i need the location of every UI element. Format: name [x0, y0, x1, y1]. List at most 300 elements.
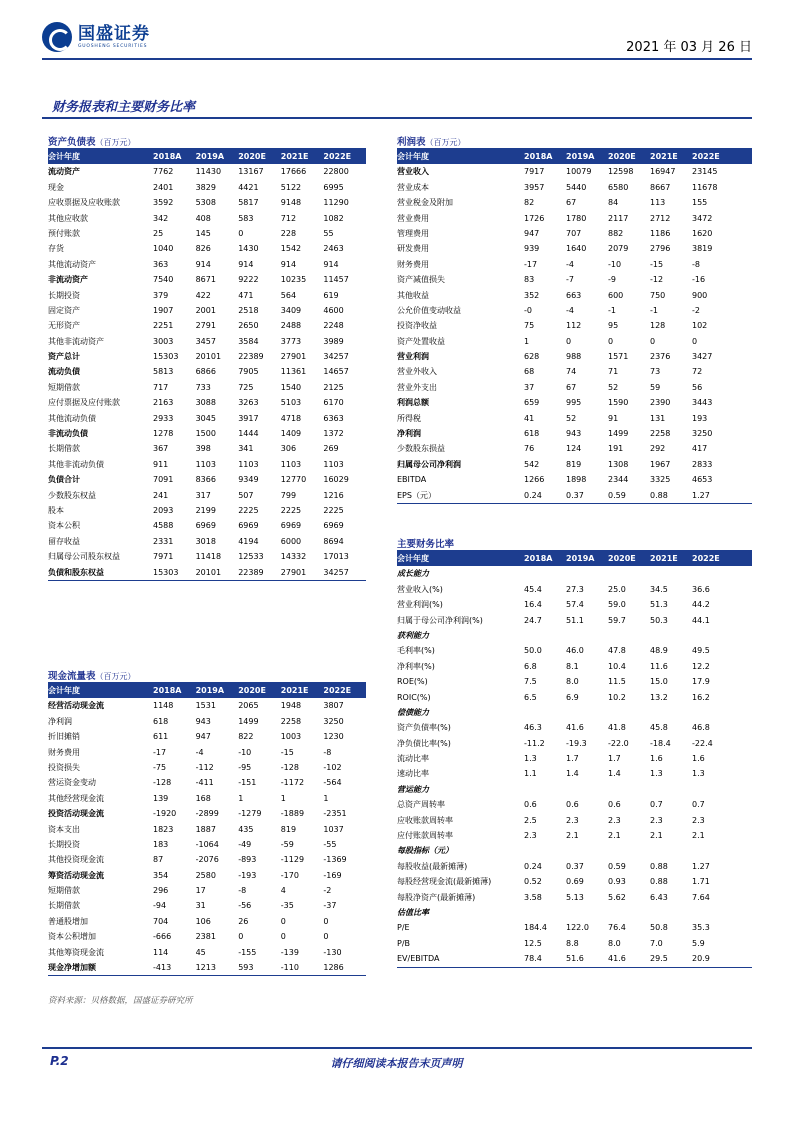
cell-value: 6995: [323, 182, 344, 192]
row-label: 财务费用: [48, 747, 80, 757]
table-row: [48, 503, 366, 518]
cell-value: 1590: [608, 398, 629, 408]
cell-value: 20101: [195, 352, 222, 362]
cell-value: -1279: [238, 809, 262, 819]
cell-value: [650, 905, 692, 920]
row-label: 估值比率: [397, 907, 429, 917]
cell-value: 5308: [195, 198, 216, 208]
cell-value: 1620: [692, 228, 713, 238]
cell-value: 4718: [280, 413, 302, 423]
cell-value: 8.0: [566, 677, 579, 687]
cell-value: 3592: [153, 198, 174, 208]
cell-value: [524, 705, 566, 720]
cell-value: 168: [195, 793, 211, 803]
cell-value: 799: [280, 490, 297, 500]
cell-value: 1286: [323, 963, 344, 973]
cell-value: 1266: [524, 475, 545, 485]
cell-value: 6969: [323, 521, 344, 531]
table-row: [397, 488, 752, 503]
row-label: 财务费用: [397, 259, 429, 269]
cell-value: 1640: [566, 244, 587, 254]
row-label: 长期借款: [48, 444, 80, 454]
row-label: 应收账款周转率: [397, 815, 453, 825]
header-year: 2021E: [650, 152, 678, 161]
cell-value: 0: [566, 336, 572, 346]
header-year: 2020E: [238, 686, 266, 695]
cell-value: 0.24: [524, 490, 542, 500]
cell-value: 2650: [238, 321, 259, 331]
cell-value: [566, 628, 608, 643]
table-row: [397, 859, 752, 874]
header-label: 会计年度: [397, 554, 429, 563]
table-row: [48, 211, 366, 226]
cell-value: 5440: [566, 182, 587, 192]
cell-value: 50.3: [650, 615, 668, 625]
cell-value: 11678: [692, 182, 718, 192]
cell-value: 12.2: [692, 661, 710, 671]
row-label: 股本: [48, 505, 64, 515]
cell-value: 11418: [195, 552, 222, 562]
row-label: P/E: [397, 923, 410, 933]
row-label: 每股收益(最新摊薄): [397, 861, 468, 871]
cell-value: -9: [608, 275, 616, 285]
cell-value: 0.6: [608, 800, 621, 810]
cell-value: 7762: [153, 167, 174, 177]
cell-value: 296: [153, 886, 169, 896]
cell-value: 292: [650, 444, 666, 454]
header-year: 2018A: [524, 152, 553, 161]
cell-value: 0.7: [650, 800, 663, 810]
row-label: 现金净增加额: [48, 963, 96, 973]
cell-value: 1.4: [608, 769, 621, 779]
cell-value: 29.5: [650, 954, 668, 964]
cell-value: 67: [566, 198, 577, 208]
section-row: [397, 566, 752, 581]
row-label: 流动资产: [48, 167, 80, 177]
row-label: 速动比率: [397, 769, 429, 779]
cell-value: 1967: [650, 459, 671, 469]
cell-value: 2344: [608, 475, 629, 485]
row-label: 其他应收款: [48, 213, 88, 223]
cell-value: 2.1: [566, 831, 579, 841]
cell-value: 2933: [153, 413, 174, 423]
cell-value: 8.0: [608, 938, 621, 948]
cell-value: 3.58: [524, 892, 542, 902]
row-label: ROE(%): [397, 677, 428, 687]
cell-value: 2093: [153, 505, 174, 515]
cell-value: -564: [323, 778, 342, 788]
table-row: [48, 868, 366, 883]
cell-value: 2258: [650, 429, 671, 439]
cell-value: 1444: [238, 429, 259, 439]
table-row: [48, 303, 366, 318]
cell-value: [692, 566, 734, 581]
cell-value: 435: [238, 824, 254, 834]
table-row: [397, 426, 752, 441]
header-divider: [42, 58, 752, 60]
row-label: 成长能力: [397, 569, 429, 579]
cell-value: 6969: [280, 521, 302, 531]
table-row: [48, 775, 366, 790]
table-row: [397, 303, 752, 318]
cell-value: 8.1: [566, 661, 579, 671]
cell-value: 822: [238, 732, 254, 742]
cell-value: 20101: [195, 567, 222, 577]
cell-value: 939: [524, 244, 540, 254]
section-row: [397, 628, 752, 643]
cell-value: 27901: [280, 352, 307, 362]
cell-value: -2351: [323, 809, 347, 819]
row-label: 净利率(%): [397, 661, 435, 671]
cell-value: 46.8: [692, 723, 710, 733]
table-header-row: [48, 149, 366, 164]
cell-value: 914: [323, 259, 339, 269]
income-statement-table: [397, 136, 752, 504]
cell-value: 317: [195, 490, 211, 500]
cell-value: [608, 628, 650, 643]
row-label: 折旧摊销: [48, 732, 80, 742]
cell-value: 0.88: [650, 861, 668, 871]
cell-value: -16: [692, 275, 706, 285]
cell-value: 1.1: [524, 769, 537, 779]
cell-value: 12533: [238, 552, 264, 562]
cell-value: 0: [280, 932, 286, 942]
cell-value: -8: [323, 747, 332, 757]
cell-value: 17: [195, 886, 206, 896]
cell-value: 619: [323, 290, 339, 300]
row-label: 负债合计: [48, 475, 80, 485]
cell-value: 1213: [195, 963, 216, 973]
cell-value: 8667: [650, 182, 671, 192]
cell-value: 0.37: [566, 861, 584, 871]
cell-value: 82: [524, 198, 535, 208]
section-row: [397, 843, 752, 858]
cell-value: 4588: [153, 521, 174, 531]
cell-value: -56: [238, 901, 252, 911]
cell-value: 943: [566, 429, 582, 439]
table-row: [397, 766, 752, 781]
table-row: [48, 288, 366, 303]
cell-value: 51.3: [650, 600, 668, 610]
cell-value: 659: [524, 398, 540, 408]
row-label: 少数股东权益: [48, 490, 96, 500]
cell-value: 2199: [195, 505, 216, 515]
cell-value: 45.8: [650, 723, 668, 733]
cell-value: 6.5: [524, 692, 537, 702]
cell-value: 3018: [195, 536, 216, 546]
cell-value: 1499: [238, 716, 259, 726]
cell-value: 52: [566, 413, 577, 423]
table-row: [48, 883, 366, 898]
row-label: 每股指标（元）: [397, 846, 453, 856]
cell-value: 2.1: [650, 831, 663, 841]
row-label: 其他流动资产: [48, 259, 96, 269]
row-label: 负债和股东权益: [48, 567, 104, 577]
row-label: 偿债能力: [397, 707, 429, 717]
cell-value: -102: [323, 762, 342, 772]
cell-value: 139: [153, 793, 169, 803]
cell-value: 74: [566, 367, 577, 377]
row-label: 归属于母公司净利润(%): [397, 615, 483, 625]
section-row: [397, 905, 752, 920]
cell-value: 191: [608, 444, 624, 454]
header-year: 2020E: [238, 152, 266, 161]
cell-value: 0.52: [524, 877, 542, 887]
cell-value: 2463: [323, 244, 344, 254]
table-row: [397, 441, 752, 456]
cell-value: 0: [692, 336, 698, 346]
cell-value: 0: [238, 932, 244, 942]
row-label: 获利能力: [397, 630, 429, 640]
table-row: [48, 380, 366, 395]
cell-value: 23145: [692, 167, 718, 177]
cell-value: 0: [323, 916, 329, 926]
cell-value: 6170: [323, 398, 344, 408]
cell-value: 11361: [280, 367, 307, 377]
cell-value: 12.5: [524, 938, 542, 948]
cell-value: 2.1: [608, 831, 621, 841]
cell-value: [524, 566, 566, 581]
row-label: 总资产周转率: [397, 800, 445, 810]
cell-value: [692, 628, 734, 643]
cell-value: 417: [692, 444, 708, 454]
page-number: P.2: [50, 1054, 69, 1068]
cell-value: 3807: [323, 701, 344, 711]
table-row: [397, 582, 752, 597]
table-row: [48, 488, 366, 503]
cell-value: -8: [238, 886, 247, 896]
header-year: 2021E: [280, 152, 309, 161]
row-label: 其他投资现金流: [48, 855, 104, 865]
table-row: [48, 457, 366, 472]
cell-value: 106: [195, 916, 211, 926]
cell-value: -666: [153, 932, 172, 942]
table-row: [48, 714, 366, 729]
row-label: 净利润: [397, 429, 421, 439]
table-row: [48, 318, 366, 333]
cell-value: 52: [608, 382, 619, 392]
cell-value: 13167: [238, 167, 264, 177]
cell-value: 1.3: [650, 769, 663, 779]
cell-value: 0.59: [608, 861, 626, 871]
cell-value: 1216: [323, 490, 344, 500]
cell-value: 24.7: [524, 615, 542, 625]
row-label: 营业利润: [397, 352, 429, 362]
table-row: [397, 288, 752, 303]
brand-name: 国盛证券: [78, 23, 150, 44]
cell-value: 44.2: [692, 600, 710, 610]
cell-value: -413: [153, 963, 172, 973]
row-label: 营业税金及附加: [397, 198, 453, 208]
header-year: 2022E: [323, 686, 352, 695]
cell-value: -1369: [323, 855, 347, 865]
cell-value: 6.8: [524, 661, 537, 671]
cell-value: 37: [524, 382, 535, 392]
row-label: 长期投资: [48, 839, 80, 849]
cell-value: 11290: [323, 198, 349, 208]
cell-value: 2248: [323, 321, 344, 331]
cell-value: 71: [608, 367, 619, 377]
cell-value: -95: [238, 762, 252, 772]
cell-value: 15.0: [650, 677, 668, 687]
cell-value: 1372: [323, 429, 344, 439]
cell-value: 14657: [323, 367, 349, 377]
cell-value: 663: [566, 290, 582, 300]
row-label: 投资损失: [48, 762, 80, 772]
cell-value: 2.3: [692, 815, 705, 825]
row-label: 预付账款: [48, 228, 80, 238]
cell-value: 6363: [323, 413, 344, 423]
cell-value: 3427: [692, 352, 713, 362]
cell-value: 1278: [153, 429, 174, 439]
cell-value: 17666: [280, 167, 307, 177]
cell-value: 3003: [153, 336, 174, 346]
cell-value: 367: [153, 444, 169, 454]
cell-value: 995: [566, 398, 582, 408]
row-label: 应收票据及应收账款: [48, 198, 120, 208]
row-label: 净负债比率(%): [397, 738, 451, 748]
table-row: [397, 813, 752, 828]
cell-value: -59: [280, 839, 294, 849]
cell-value: 1780: [566, 213, 587, 223]
cell-value: 55: [323, 228, 334, 238]
table-row: [397, 395, 752, 410]
cell-value: 184.4: [524, 923, 547, 933]
cell-value: 1.3: [524, 754, 537, 764]
table-row: [397, 674, 752, 689]
table-row: [397, 195, 752, 210]
row-label: 少数股东损益: [397, 444, 445, 454]
cell-value: 34257: [323, 352, 349, 362]
cell-value: 15303: [153, 567, 179, 577]
brand-logo-icon: [42, 22, 72, 52]
cell-value: 5813: [153, 367, 174, 377]
cell-value: -10: [608, 259, 622, 269]
cell-value: -17: [153, 747, 167, 757]
cell-value: 0.59: [608, 490, 626, 500]
cell-value: 11.5: [608, 677, 626, 687]
cell-value: 122.0: [566, 923, 589, 933]
cell-value: 12770: [280, 475, 307, 485]
cell-value: 2796: [650, 244, 671, 254]
cell-value: 73: [650, 367, 661, 377]
cell-value: 2117: [608, 213, 629, 223]
row-label: 长期借款: [48, 901, 80, 911]
row-label: 应付账款周转率: [397, 831, 453, 841]
header-year: 2022E: [323, 152, 352, 161]
cell-value: 2.3: [524, 831, 537, 841]
table-row: [397, 211, 752, 226]
header-year: 2019A: [195, 152, 225, 161]
header-label: 会计年度: [397, 152, 429, 161]
header-year: 2020E: [608, 152, 636, 161]
cell-value: -2076: [195, 855, 219, 865]
cell-value: -1129: [280, 855, 305, 865]
row-label: 其他收益: [397, 290, 429, 300]
cell-value: -1: [608, 305, 616, 315]
cell-value: 712: [280, 213, 297, 223]
cell-value: 1823: [153, 824, 174, 834]
table-row: [48, 272, 366, 287]
title-divider: [42, 117, 752, 119]
cell-value: [566, 905, 608, 920]
cell-value: 3088: [195, 398, 216, 408]
row-label: 每股净资产(最新摊薄): [397, 892, 476, 902]
table-row: [48, 411, 366, 426]
cell-value: 41: [524, 413, 535, 423]
cell-value: 341: [238, 444, 254, 454]
table-row: [397, 272, 752, 287]
row-label: 无形资产: [48, 321, 80, 331]
cell-value: 2001: [195, 305, 216, 315]
cell-value: 2712: [650, 213, 671, 223]
table-row: [48, 549, 366, 564]
cell-value: 3829: [195, 182, 216, 192]
cell-value: -170: [280, 870, 299, 880]
cell-value: 1037: [323, 824, 344, 834]
cell-value: 1542: [280, 244, 302, 254]
table-header-row: [48, 683, 366, 698]
row-label: EPS（元）: [397, 490, 436, 500]
table-row: [48, 334, 366, 349]
header-label: 会计年度: [48, 686, 80, 695]
cell-value: 1148: [153, 701, 174, 711]
cell-value: 725: [238, 382, 254, 392]
cell-value: 3045: [195, 413, 216, 423]
data-source-note: 资料来源：贝格数据，国盛证券研究所: [48, 996, 193, 1006]
cell-value: 35.3: [692, 923, 710, 933]
cell-value: 1409: [280, 429, 302, 439]
cell-value: 10.4: [608, 661, 626, 671]
table-row: [397, 951, 752, 966]
cell-value: 0: [323, 932, 329, 942]
cell-value: 5.9: [692, 938, 705, 948]
cell-value: 826: [195, 244, 211, 254]
table-row: [48, 349, 366, 364]
row-label: 短期借款: [48, 886, 80, 896]
cell-value: -12: [650, 275, 664, 285]
cell-value: -55: [323, 839, 337, 849]
cell-value: 6969: [195, 521, 216, 531]
table-row: [48, 534, 366, 549]
row-label: 资产处置收益: [397, 336, 445, 346]
cell-value: 2125: [323, 382, 344, 392]
section-row: [397, 782, 752, 797]
cell-value: 44.1: [692, 615, 710, 625]
cell-value: [650, 843, 692, 858]
cell-value: 59: [650, 382, 661, 392]
table-row: [397, 241, 752, 256]
cell-value: [692, 905, 734, 920]
cell-value: 112: [566, 321, 582, 331]
cell-value: 78.4: [524, 954, 542, 964]
table-row: [48, 729, 366, 744]
table-header-row: [397, 551, 752, 566]
table-row: [397, 457, 752, 472]
cell-value: -8: [692, 259, 700, 269]
cell-value: 4: [280, 886, 286, 896]
table-row: [397, 720, 752, 735]
cell-value: [566, 566, 608, 581]
cell-value: 564: [280, 290, 297, 300]
cell-value: 0.7: [692, 800, 705, 810]
cell-value: 2.3: [566, 815, 579, 825]
row-label: 资产总计: [48, 352, 80, 362]
cell-value: 50.8: [650, 923, 668, 933]
row-label: 其他非流动负债: [48, 459, 104, 469]
cell-value: [608, 782, 650, 797]
cell-value: 2251: [153, 321, 174, 331]
